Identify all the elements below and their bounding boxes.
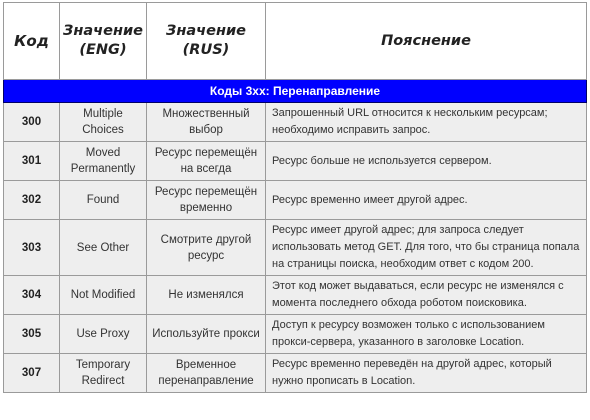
meaning-eng: See Other — [60, 220, 147, 276]
section-header-row — [4, 80, 587, 103]
status-code: 307 — [4, 354, 60, 393]
table-row — [4, 276, 587, 315]
meaning-rus: Ресурс перемещён на всегда — [147, 142, 266, 181]
meaning-rus: Смотрите другой ресурс — [147, 220, 266, 276]
table-row — [4, 181, 587, 220]
table-header-row — [4, 3, 587, 80]
meaning-eng: Temporary Redirect — [60, 354, 147, 393]
table-row — [4, 354, 587, 393]
status-code: 304 — [4, 276, 60, 315]
table-row — [4, 315, 587, 354]
header-description: Пояснение — [266, 3, 587, 80]
meaning-rus: Используйте прокси — [147, 315, 266, 354]
meaning-eng: Found — [60, 181, 147, 220]
http-status-codes-table — [3, 2, 587, 393]
section-title: Коды 3xx: Перенаправление — [4, 80, 587, 103]
status-codes-table-wrapper — [3, 2, 587, 393]
status-code: 303 — [4, 220, 60, 276]
meaning-rus: Временное перенаправление — [147, 354, 266, 393]
header-code: Код — [4, 3, 60, 80]
status-code: 302 — [4, 181, 60, 220]
meaning-rus: Множественный выбор — [147, 103, 266, 142]
meaning-eng: Multiple Choices — [60, 103, 147, 142]
description: Ресурс больше не используется сервером. — [266, 142, 587, 181]
meaning-rus: Не изменялся — [147, 276, 266, 315]
description: Этот код может выдаваться, если ресурс не изменялся с момента последнего обхода роботом поисковика. — [266, 276, 587, 315]
header-rus: Значение (RUS) — [147, 3, 266, 80]
table-row — [4, 220, 587, 276]
description: Ресурс временно переведён на другой адрес, который нужно прописать в Location. — [266, 354, 587, 393]
status-code: 305 — [4, 315, 60, 354]
meaning-rus: Ресурс перемещён временно — [147, 181, 266, 220]
meaning-eng: Not Modified — [60, 276, 147, 315]
description: Доступ к ресурсу возможен только с использованием прокси-сервера, указанного в заголовке Location. — [266, 315, 587, 354]
meaning-eng: Moved Permanently — [60, 142, 147, 181]
table-row — [4, 142, 587, 181]
header-eng: Значение (ENG) — [60, 3, 147, 80]
description: Ресурс временно имеет другой адрес. — [266, 181, 587, 220]
description: Запрошенный URL относится к нескольким ресурсам; необходимо исправить запрос. — [266, 103, 587, 142]
status-code: 300 — [4, 103, 60, 142]
table-row — [4, 103, 587, 142]
status-code: 301 — [4, 142, 60, 181]
meaning-eng: Use Proxy — [60, 315, 147, 354]
description: Ресурс имеет другой адрес; для запроса следует использовать метод GET. Для того, что бы страница попала на страницы поиска, необходим ответ с кодом 200. — [266, 220, 587, 276]
